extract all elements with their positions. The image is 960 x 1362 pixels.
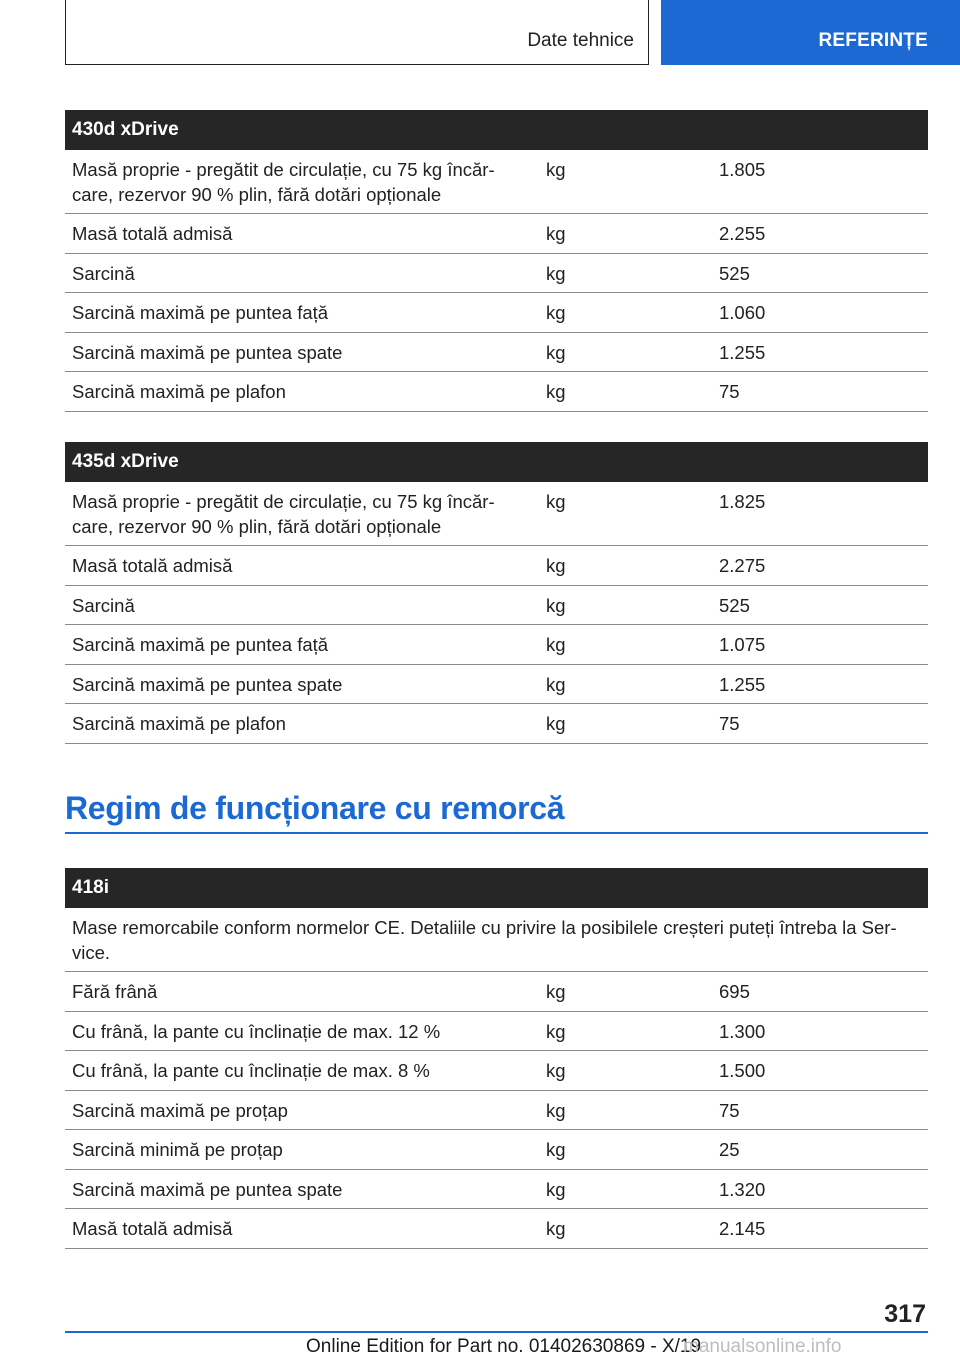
row-unit: kg bbox=[546, 1060, 566, 1081]
row-label: Sarcină bbox=[72, 594, 135, 616]
row-unit: kg bbox=[546, 673, 566, 695]
section-divider bbox=[65, 832, 928, 834]
table-header: 418i bbox=[65, 868, 928, 908]
table-row bbox=[65, 214, 928, 254]
row-label: Sarcină maximă pe puntea față bbox=[72, 634, 329, 655]
table-row bbox=[65, 972, 928, 1012]
spec-table-435d bbox=[65, 442, 928, 744]
table-note: Mase remorcabile conform normelor CE. Detaliile cu privire la posibilele creșteri puteți întreba la Ser-vice. bbox=[72, 917, 897, 963]
table-note-row bbox=[65, 908, 928, 972]
row-label: Sarcină bbox=[72, 262, 135, 284]
table-row bbox=[65, 1209, 928, 1249]
row-value: 25 bbox=[719, 1139, 740, 1160]
row-label: Masă totală admisă bbox=[72, 555, 233, 576]
row-unit: kg bbox=[546, 381, 566, 402]
row-label: Cu frână, la pante cu înclinație de max. 8 % bbox=[72, 1060, 430, 1081]
row-value: 1.075 bbox=[719, 634, 766, 655]
header-section-box bbox=[65, 0, 649, 65]
page-number: 317 bbox=[884, 1300, 926, 1328]
row-unit: kg bbox=[546, 159, 566, 180]
row-unit: kg bbox=[546, 555, 566, 576]
section-title: Regim de funcționare cu remorcă bbox=[65, 790, 565, 826]
row-value: 2.145 bbox=[719, 1218, 766, 1239]
row-unit: kg bbox=[546, 1099, 566, 1121]
row-value: 695 bbox=[719, 981, 750, 1002]
row-value: 1.500 bbox=[719, 1060, 766, 1081]
footer-edition: Online Edition for Part no. 01402630869 - X/19 bbox=[306, 1336, 702, 1357]
row-label: Sarcină minimă pe proțap bbox=[72, 1139, 283, 1160]
row-value: 1.255 bbox=[719, 673, 766, 695]
row-unit: kg bbox=[546, 302, 566, 323]
table-row bbox=[65, 625, 928, 665]
row-label: Masă proprie - pregătit de circulație, cu 75 kg încăr-care, rezervor 90 % plin, fără dotări opționale bbox=[72, 159, 495, 205]
header-section-title: Date tehnice bbox=[527, 30, 634, 51]
row-unit: kg bbox=[546, 223, 566, 244]
row-unit: kg bbox=[546, 594, 566, 616]
row-value: 1.320 bbox=[719, 1178, 766, 1200]
table-row bbox=[65, 254, 928, 294]
table-row bbox=[65, 482, 928, 546]
header-chapter-tab[interactable] bbox=[661, 0, 960, 65]
trailer-table-418i bbox=[65, 868, 928, 1249]
table-row bbox=[65, 150, 928, 214]
table-row bbox=[65, 1091, 928, 1131]
row-value: 1.255 bbox=[719, 341, 766, 363]
row-unit: kg bbox=[546, 1178, 566, 1200]
row-label: Sarcină maximă pe plafon bbox=[72, 713, 286, 734]
row-label: Sarcină maximă pe puntea spate bbox=[72, 673, 343, 695]
row-unit: kg bbox=[546, 634, 566, 655]
table-header: 435d xDrive bbox=[65, 442, 928, 482]
table-row bbox=[65, 1170, 928, 1210]
table-row bbox=[65, 1012, 928, 1052]
row-label: Masă totală admisă bbox=[72, 223, 233, 244]
row-unit: kg bbox=[546, 341, 566, 363]
row-value: 2.255 bbox=[719, 223, 766, 244]
row-value: 75 bbox=[719, 1099, 740, 1121]
spec-table-430d bbox=[65, 110, 928, 412]
table-row bbox=[65, 333, 928, 373]
table-row bbox=[65, 546, 928, 586]
table-row bbox=[65, 704, 928, 744]
row-value: 525 bbox=[719, 594, 750, 616]
row-label: Sarcină maximă pe proțap bbox=[72, 1099, 288, 1121]
footer-divider bbox=[65, 1331, 928, 1333]
row-label: Cu frână, la pante cu înclinație de max. 12 % bbox=[72, 1020, 441, 1042]
row-unit: kg bbox=[546, 981, 566, 1002]
row-value: 525 bbox=[719, 262, 750, 284]
row-unit: kg bbox=[546, 1218, 566, 1239]
table-row bbox=[65, 586, 928, 626]
row-unit: kg bbox=[546, 1020, 566, 1042]
row-unit: kg bbox=[546, 713, 566, 734]
table-header: 430d xDrive bbox=[65, 110, 928, 150]
row-value: 1.060 bbox=[719, 302, 766, 323]
row-value: 75 bbox=[719, 381, 740, 402]
row-label: Masă proprie - pregătit de circulație, cu 75 kg încăr-care, rezervor 90 % plin, fără dotări opționale bbox=[72, 491, 495, 537]
row-unit: kg bbox=[546, 491, 566, 512]
row-value: 1.300 bbox=[719, 1020, 766, 1042]
row-label: Fără frână bbox=[72, 981, 158, 1002]
row-unit: kg bbox=[546, 262, 566, 284]
row-unit: kg bbox=[546, 1139, 566, 1160]
row-value: 2.275 bbox=[719, 555, 766, 576]
row-label: Sarcină maximă pe puntea spate bbox=[72, 1178, 343, 1200]
table-row bbox=[65, 293, 928, 333]
table-row bbox=[65, 372, 928, 412]
table-row bbox=[65, 1051, 928, 1091]
row-label: Masă totală admisă bbox=[72, 1218, 233, 1239]
table-row bbox=[65, 665, 928, 705]
row-label: Sarcină maximă pe puntea față bbox=[72, 302, 329, 323]
row-value: 1.825 bbox=[719, 491, 766, 512]
row-value: 1.805 bbox=[719, 159, 766, 180]
page-header bbox=[0, 0, 960, 66]
header-chapter-label: REFERINȚE bbox=[818, 30, 928, 51]
row-label: Sarcină maximă pe puntea spate bbox=[72, 341, 343, 363]
row-label: Sarcină maximă pe plafon bbox=[72, 381, 286, 402]
row-value: 75 bbox=[719, 713, 740, 734]
footer-watermark: manualsonline.info bbox=[683, 1336, 842, 1357]
table-row bbox=[65, 1130, 928, 1170]
